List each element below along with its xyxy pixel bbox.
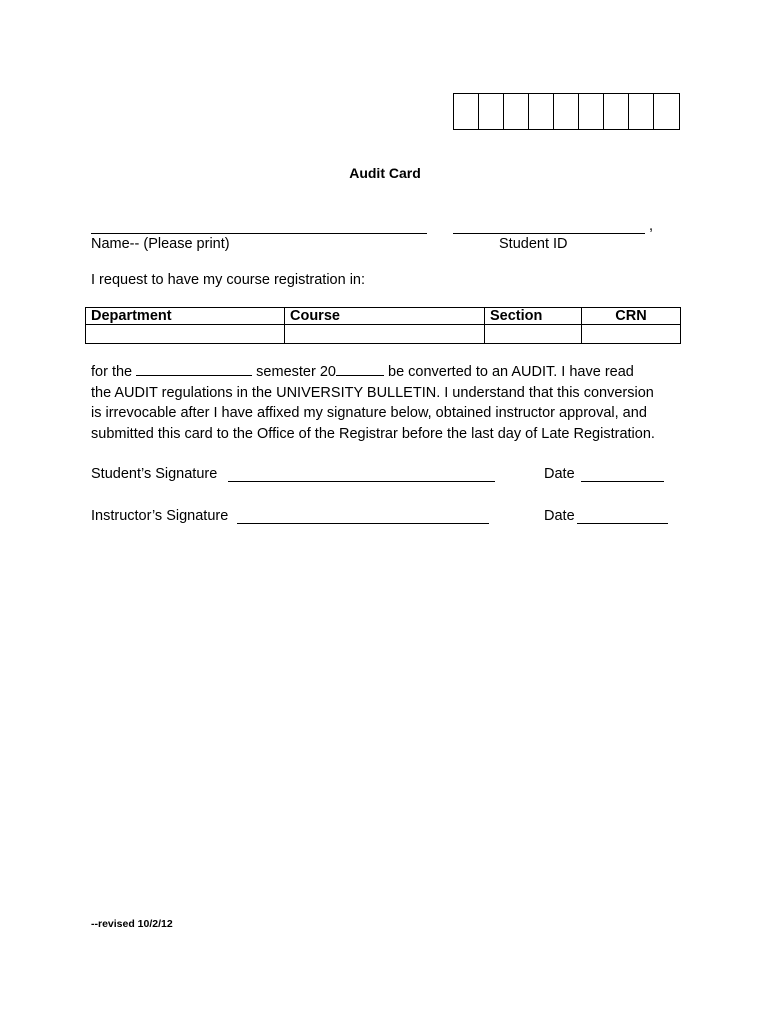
instructor-signature-line[interactable] — [237, 523, 489, 524]
instructor-date-label: Date — [544, 508, 575, 524]
semester-text: semester 20 — [256, 364, 336, 380]
id-digit-box[interactable] — [554, 94, 579, 129]
course-table — [85, 307, 681, 344]
semester-blank[interactable] — [136, 363, 252, 376]
student-date-label: Date — [544, 466, 575, 482]
paragraph-line-2: the AUDIT regulations in the UNIVERSITY BULLETIN. I understand that this conversion — [91, 384, 654, 401]
revision-note: --revised 10/2/12 — [91, 918, 173, 930]
student-id-field-line[interactable] — [453, 233, 645, 234]
instructor-signature-label: Instructor’s Signature — [91, 508, 229, 524]
request-text: I request to have my course registration in: — [91, 272, 366, 288]
year-blank[interactable] — [336, 363, 384, 376]
course-cell[interactable] — [285, 325, 485, 344]
comma: , — [649, 218, 654, 234]
name-label: Name-- (Please print) — [91, 236, 230, 252]
header-crn: CRN — [582, 308, 681, 325]
paragraph-line-4: submitted this card to the Office of the Registrar before the last day of Late Registration. — [91, 425, 655, 442]
id-digit-box[interactable] — [529, 94, 554, 129]
crn-cell[interactable] — [582, 325, 681, 344]
conversion-paragraph — [91, 362, 691, 444]
id-digit-box[interactable] — [654, 94, 679, 129]
id-digit-box[interactable] — [629, 94, 654, 129]
paragraph-line-1-rest: be converted to an AUDIT. I have read — [388, 364, 634, 380]
header-section: Section — [485, 308, 582, 325]
table-header-row — [86, 308, 681, 325]
student-signature-line[interactable] — [228, 481, 495, 482]
id-digit-box[interactable] — [454, 94, 479, 129]
paragraph-line-1 — [91, 362, 691, 383]
name-field-line[interactable] — [91, 233, 427, 234]
id-digit-box[interactable] — [604, 94, 629, 129]
instructor-date-line[interactable] — [577, 523, 668, 524]
header-department: Department — [86, 308, 285, 325]
paragraph-line-3: is irrevocable after I have affixed my signature below, obtained instructor approval, and — [91, 405, 647, 421]
student-id-boxes — [453, 93, 680, 130]
id-digit-box[interactable] — [579, 94, 604, 129]
student-id-label: Student ID — [499, 236, 568, 252]
for-the-text: for the — [91, 364, 133, 380]
table-row — [86, 325, 681, 344]
department-cell[interactable] — [86, 325, 285, 344]
page-title: Audit Card — [349, 165, 421, 181]
section-cell[interactable] — [485, 325, 582, 344]
student-signature-label: Student’s Signature — [91, 466, 218, 482]
id-digit-box[interactable] — [504, 94, 529, 129]
id-digit-box[interactable] — [479, 94, 504, 129]
student-date-line[interactable] — [581, 481, 664, 482]
header-course: Course — [285, 308, 485, 325]
